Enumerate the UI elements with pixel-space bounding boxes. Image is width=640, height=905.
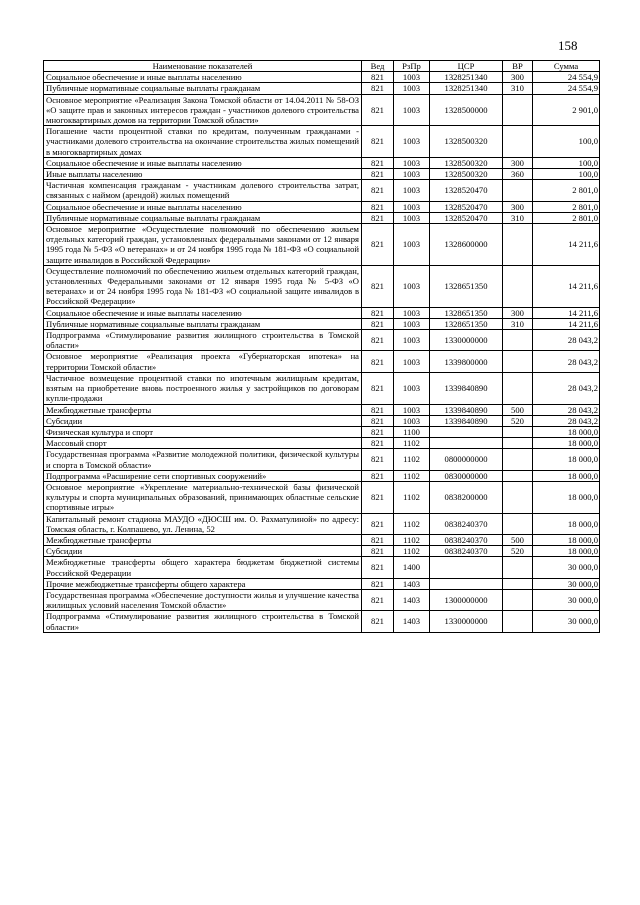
vr-code: 310 (503, 318, 533, 329)
vr-code (503, 611, 533, 632)
rzpr-code: 1102 (394, 470, 430, 481)
vr-code (503, 94, 533, 126)
csr-code: 1328251340 (430, 72, 503, 83)
csr-code: 1328520470 (430, 201, 503, 212)
table-row (44, 415, 600, 426)
csr-code: 1328651350 (430, 265, 503, 307)
budget-table (43, 60, 600, 633)
amount: 100,0 (533, 169, 600, 180)
vr-code: 310 (503, 83, 533, 94)
amount: 30 000,0 (533, 578, 600, 589)
vr-code: 520 (503, 546, 533, 557)
indicator-name: Основное мероприятие «Реализация проекта «Губернаторская ипотека» на территории Томской области» (44, 351, 362, 372)
rzpr-code: 1003 (394, 265, 430, 307)
vr-code: 300 (503, 307, 533, 318)
table-row (44, 94, 600, 126)
amount: 18 000,0 (533, 470, 600, 481)
indicator-name: Основное мероприятие «Реализация Закона Томской области от 14.04.2011 № 58-ОЗ «О защите прав и законных интересов граждан - участников долевого строительства многоквартирных домов на территории Томской области» (44, 94, 362, 126)
indicator-name: Социальное обеспечение и иные выплаты населению (44, 157, 362, 168)
indicator-name: Частичная компенсация гражданам - участникам долевого строительства затрат, связанных с наймом (арендой) жилых помещений (44, 180, 362, 201)
csr-code: 1328500320 (430, 157, 503, 168)
header-rzpr: РзПр (394, 61, 430, 72)
table-row (44, 224, 600, 266)
table-row (44, 426, 600, 437)
rzpr-code: 1003 (394, 94, 430, 126)
rzpr-code: 1003 (394, 351, 430, 372)
indicator-name: Межбюджетные трансферты (44, 404, 362, 415)
amount: 100,0 (533, 157, 600, 168)
csr-code: 1339840890 (430, 415, 503, 426)
ved-code: 821 (362, 534, 394, 545)
indicator-name: Социальное обеспечение и иные выплаты населению (44, 307, 362, 318)
csr-code: 0838240370 (430, 513, 503, 534)
rzpr-code: 1102 (394, 546, 430, 557)
ved-code: 821 (362, 557, 394, 578)
rzpr-code: 1102 (394, 481, 430, 513)
csr-code: 1328651350 (430, 307, 503, 318)
csr-code: 0800000000 (430, 449, 503, 470)
indicator-name: Погашение части процентной ставки по кредитам, полученным гражданами - участниками долевого строительства на окончание строительства жилых помещений в многоквартирных домах (44, 126, 362, 158)
page-number: 158 (558, 38, 578, 53)
indicator-name: Межбюджетные трансферты общего характера бюджетам бюджетной системы Российской Федерации (44, 557, 362, 578)
rzpr-code: 1003 (394, 72, 430, 83)
csr-code: 1339840890 (430, 404, 503, 415)
ved-code: 821 (362, 318, 394, 329)
vr-code: 500 (503, 404, 533, 415)
indicator-name: Подпрограмма «Расширение сети спортивных сооружений» (44, 470, 362, 481)
header-name: Наименование показателей (44, 61, 362, 72)
ved-code: 821 (362, 611, 394, 632)
csr-code: 1330000000 (430, 611, 503, 632)
rzpr-code: 1403 (394, 578, 430, 589)
table-row (44, 83, 600, 94)
rzpr-code: 1003 (394, 83, 430, 94)
indicator-name: Государственная программа «Обеспечение доступности жилья и улучшение качества жилищных условий населения Томской области» (44, 589, 362, 610)
indicator-name: Основное мероприятие «Осуществление полномочий по обеспечению жильем отдельных категорий граждан, установленных федеральными законами от 12 января 1995 года № 5-ФЗ «О ветеранах» и от 24 ноября 1995 года № 181-ФЗ «О социальной защите инвалидов в Российской Федерации» (44, 224, 362, 266)
amount: 14 211,6 (533, 224, 600, 266)
rzpr-code: 1403 (394, 611, 430, 632)
vr-code (503, 372, 533, 404)
csr-code: 1328651350 (430, 318, 503, 329)
rzpr-code: 1003 (394, 307, 430, 318)
vr-code: 360 (503, 169, 533, 180)
table-row (44, 318, 600, 329)
header-csr: ЦСР (430, 61, 503, 72)
amount: 30 000,0 (533, 557, 600, 578)
rzpr-code: 1400 (394, 557, 430, 578)
csr-code: 1330000000 (430, 330, 503, 351)
csr-code: 1328500320 (430, 169, 503, 180)
ved-code: 821 (362, 372, 394, 404)
amount: 18 000,0 (533, 534, 600, 545)
table-row (44, 557, 600, 578)
indicator-name: Осуществление полномочий по обеспечению жильем отдельных категорий граждан, установленных Федеральными законами от 12 января 1995 года № 5-ФЗ «О ветеранах» и от 24 ноября 1995 года № 181-ФЗ «О социальной защите инвалидов в Российской Федерации» (44, 265, 362, 307)
rzpr-code: 1003 (394, 404, 430, 415)
amount: 30 000,0 (533, 589, 600, 610)
vr-code: 520 (503, 415, 533, 426)
csr-code: 1300000000 (430, 589, 503, 610)
indicator-name: Субсидии (44, 546, 362, 557)
table-row (44, 449, 600, 470)
csr-code (430, 438, 503, 449)
indicator-name: Межбюджетные трансферты (44, 534, 362, 545)
amount: 2 801,0 (533, 180, 600, 201)
vr-code (503, 426, 533, 437)
csr-code (430, 426, 503, 437)
header-sum: Сумма (533, 61, 600, 72)
amount: 24 554,9 (533, 72, 600, 83)
table-body (44, 72, 600, 633)
ved-code: 821 (362, 265, 394, 307)
csr-code: 1328600000 (430, 224, 503, 266)
vr-code (503, 589, 533, 610)
indicator-name: Основное мероприятие «Укрепление материально-технической базы физической культуры и спорта муниципальных образований, принимающих областные сельские спортивные игры» (44, 481, 362, 513)
table-header (44, 61, 600, 72)
table-row (44, 438, 600, 449)
csr-code: 0838240370 (430, 546, 503, 557)
amount: 2 901,0 (533, 94, 600, 126)
indicator-name: Публичные нормативные социальные выплаты гражданам (44, 318, 362, 329)
vr-code (503, 438, 533, 449)
amount: 2 801,0 (533, 212, 600, 223)
table-row (44, 404, 600, 415)
ved-code: 821 (362, 330, 394, 351)
header-ved: Вед (362, 61, 394, 72)
ved-code: 821 (362, 426, 394, 437)
rzpr-code: 1003 (394, 372, 430, 404)
amount: 14 211,6 (533, 307, 600, 318)
indicator-name: Прочие межбюджетные трансферты общего характера (44, 578, 362, 589)
rzpr-code: 1003 (394, 212, 430, 223)
amount: 18 000,0 (533, 546, 600, 557)
amount: 28 043,2 (533, 404, 600, 415)
vr-code (503, 265, 533, 307)
vr-code: 300 (503, 201, 533, 212)
table-row (44, 546, 600, 557)
rzpr-code: 1003 (394, 180, 430, 201)
amount: 18 000,0 (533, 513, 600, 534)
indicator-name: Подпрограмма «Стимулирование развития жилищного строительства в Томской области» (44, 330, 362, 351)
ved-code: 821 (362, 83, 394, 94)
ved-code: 821 (362, 157, 394, 168)
amount: 18 000,0 (533, 426, 600, 437)
indicator-name: Физическая культура и спорт (44, 426, 362, 437)
table-row (44, 307, 600, 318)
rzpr-code: 1003 (394, 169, 430, 180)
vr-code (503, 470, 533, 481)
rzpr-code: 1003 (394, 224, 430, 266)
indicator-name: Субсидии (44, 415, 362, 426)
ved-code: 821 (362, 546, 394, 557)
csr-code (430, 578, 503, 589)
indicator-name: Публичные нормативные социальные выплаты гражданам (44, 83, 362, 94)
vr-code (503, 513, 533, 534)
ved-code: 821 (362, 169, 394, 180)
vr-code (503, 578, 533, 589)
csr-code: 0830000000 (430, 470, 503, 481)
rzpr-code: 1403 (394, 589, 430, 610)
table-row (44, 578, 600, 589)
table-row (44, 201, 600, 212)
indicator-name: Иные выплаты населению (44, 169, 362, 180)
rzpr-code: 1003 (394, 126, 430, 158)
ved-code: 821 (362, 438, 394, 449)
table-row (44, 481, 600, 513)
csr-code: 1328520470 (430, 180, 503, 201)
rzpr-code: 1102 (394, 438, 430, 449)
rzpr-code: 1003 (394, 330, 430, 351)
table-row (44, 470, 600, 481)
vr-code (503, 351, 533, 372)
table-row (44, 72, 600, 83)
table-row (44, 180, 600, 201)
vr-code (503, 449, 533, 470)
ved-code: 821 (362, 212, 394, 223)
header-row (44, 61, 600, 72)
amount: 14 211,6 (533, 318, 600, 329)
csr-code: 1328500320 (430, 126, 503, 158)
amount: 24 554,9 (533, 83, 600, 94)
rzpr-code: 1100 (394, 426, 430, 437)
rzpr-code: 1003 (394, 157, 430, 168)
ved-code: 821 (362, 351, 394, 372)
table-row (44, 126, 600, 158)
amount: 28 043,2 (533, 372, 600, 404)
ved-code: 821 (362, 449, 394, 470)
vr-code: 300 (503, 72, 533, 83)
indicator-name: Подпрограмма «Стимулирование развития жилищного строительства в Томской области» (44, 611, 362, 632)
vr-code (503, 330, 533, 351)
table-row (44, 534, 600, 545)
table-row (44, 351, 600, 372)
vr-code (503, 126, 533, 158)
table-row (44, 265, 600, 307)
amount: 14 211,6 (533, 265, 600, 307)
csr-code: 1328500000 (430, 94, 503, 126)
rzpr-code: 1003 (394, 318, 430, 329)
indicator-name: Частичное возмещение процентной ставки по ипотечным жилищным кредитам, взятым на приобретение вновь построенного жилья у застройщиков по договорам купли-продажи (44, 372, 362, 404)
indicator-name: Публичные нормативные социальные выплаты гражданам (44, 212, 362, 223)
vr-code: 310 (503, 212, 533, 223)
ved-code: 821 (362, 307, 394, 318)
indicator-name: Социальное обеспечение и иные выплаты населению (44, 72, 362, 83)
table-row (44, 513, 600, 534)
amount: 30 000,0 (533, 611, 600, 632)
rzpr-code: 1102 (394, 534, 430, 545)
ved-code: 821 (362, 224, 394, 266)
ved-code: 821 (362, 513, 394, 534)
amount: 100,0 (533, 126, 600, 158)
csr-code: 1328520470 (430, 212, 503, 223)
rzpr-code: 1003 (394, 201, 430, 212)
indicator-name: Капитальный ремонт стадиона МАУДО «ДЮСШ им. О. Рахматулиной» по адресу: Томская область, г. Колпашево, ул. Ленина, 52 (44, 513, 362, 534)
vr-code (503, 481, 533, 513)
ved-code: 821 (362, 180, 394, 201)
indicator-name: Массовый спорт (44, 438, 362, 449)
ved-code: 821 (362, 470, 394, 481)
table-row (44, 611, 600, 632)
ved-code: 821 (362, 481, 394, 513)
amount: 18 000,0 (533, 438, 600, 449)
csr-code (430, 557, 503, 578)
ved-code: 821 (362, 126, 394, 158)
csr-code: 1339840890 (430, 372, 503, 404)
header-vr: ВР (503, 61, 533, 72)
vr-code (503, 557, 533, 578)
csr-code: 1328251340 (430, 83, 503, 94)
amount: 28 043,2 (533, 415, 600, 426)
amount: 18 000,0 (533, 449, 600, 470)
rzpr-code: 1102 (394, 449, 430, 470)
csr-code: 0838200000 (430, 481, 503, 513)
vr-code: 500 (503, 534, 533, 545)
table-row (44, 157, 600, 168)
table-row (44, 169, 600, 180)
table-row (44, 372, 600, 404)
amount: 18 000,0 (533, 481, 600, 513)
ved-code: 821 (362, 589, 394, 610)
table-row (44, 589, 600, 610)
ved-code: 821 (362, 404, 394, 415)
rzpr-code: 1102 (394, 513, 430, 534)
vr-code (503, 224, 533, 266)
csr-code: 1339800000 (430, 351, 503, 372)
indicator-name: Социальное обеспечение и иные выплаты населению (44, 201, 362, 212)
indicator-name: Государственная программа «Развитие молодежной политики, физической культуры и спорта в Томской области» (44, 449, 362, 470)
amount: 28 043,2 (533, 330, 600, 351)
vr-code (503, 180, 533, 201)
rzpr-code: 1003 (394, 415, 430, 426)
table-row (44, 330, 600, 351)
amount: 28 043,2 (533, 351, 600, 372)
csr-code: 0838240370 (430, 534, 503, 545)
amount: 2 801,0 (533, 201, 600, 212)
vr-code: 300 (503, 157, 533, 168)
ved-code: 821 (362, 415, 394, 426)
table-row (44, 212, 600, 223)
ved-code: 821 (362, 201, 394, 212)
ved-code: 821 (362, 578, 394, 589)
ved-code: 821 (362, 72, 394, 83)
ved-code: 821 (362, 94, 394, 126)
